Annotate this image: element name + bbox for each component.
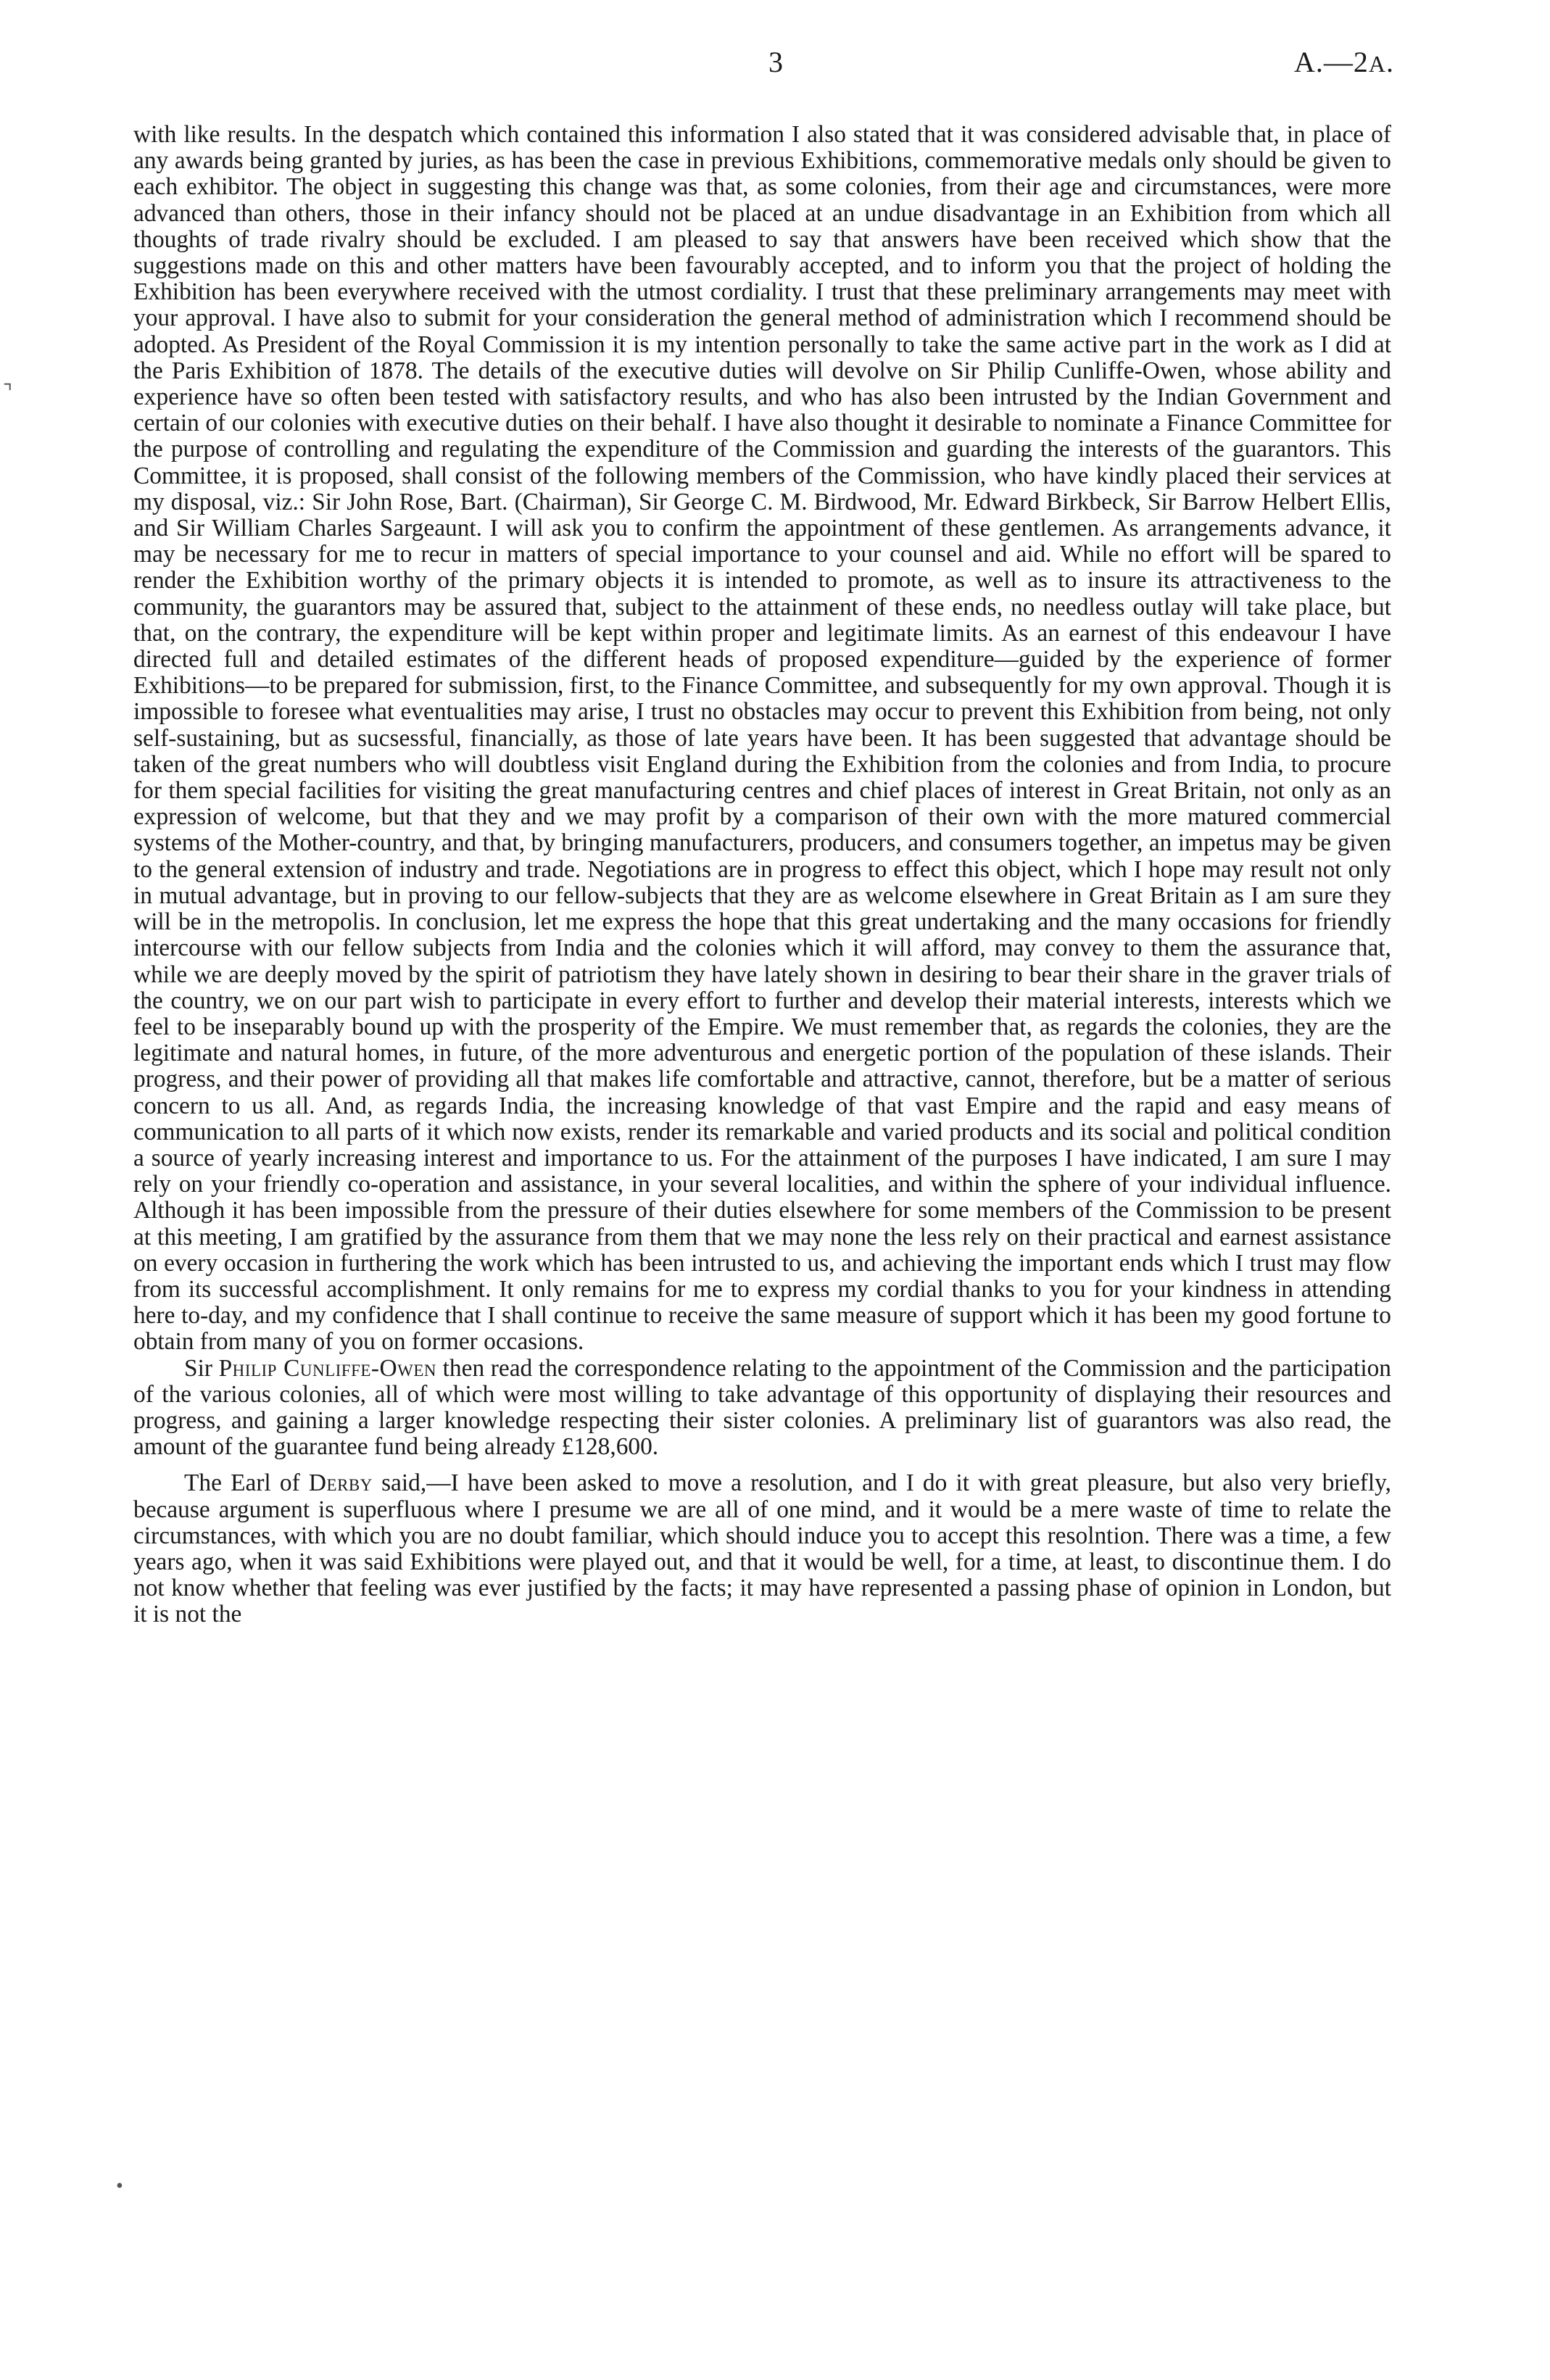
page-reference-main: A.—2 xyxy=(1294,46,1369,78)
paragraph-body: said,—I have been asked to move a resolution, and I do it with great pleasure, but also very briefly, because argument is superfluous where I presume we are all of one mind, and it would be a mere waste of time to relate the circumstances, with which you are no doubt familiar, which should induce you to accept this resolntion. There was a time, a few years ago, when it was said Exhibitions were played out, and that it would be well, for a time, at least, to discontinue them. I do not know whether that feeling was ever justified by the facts; it may have represented a passing phase of opinion in London, but it is not the xyxy=(133,1469,1391,1628)
margin-tick-mark: ⌝ xyxy=(3,381,13,404)
paragraph-cunliffe-owen xyxy=(133,1356,1391,1461)
speaker-name: Philip Cunliffe-Owen xyxy=(218,1354,437,1382)
paragraph-president-address: with like results. In the despatch which contained this information I also stated that it was considered advisable that, in place of any awards being granted by juries, as has been the case in previous Exhibitions, commemorative medals only should be given to each exhibitor. The object in suggesting this change was that, as some colonies, from their age and circumstances, were more advanced than others, those in their infancy should not be placed at an undue disadvantage in an Exhibition from which all thoughts of trade rivalry should be excluded. I am pleased to say that answers have been received which show that the suggestions made on this and other matters have been favourably accepted, and to inform you that the project of holding the Exhibition has been everywhere received with the utmost cordiality. I trust that these preliminary arrangements may meet with your approval. I have also to submit for your consideration the general method of administration which I recommend should be adopted. As President of the Royal Commission it is my intention personally to take the same active part in the work as I did at the Paris Exhibition of 1878. The details of the executive duties will devolve on Sir Philip Cunliffe-Owen, whose ability and experience have so often been tested with satisfactory results, and who has also been intrusted by the Indian Government and certain of our colonies with executive duties on their behalf. I have also thought it desirable to nominate a Finance Committee for the purpose of controlling and regulating the expenditure of the Commission and guarding the interests of the guarantors. This Committee, it is proposed, shall consist of the following members of the Commission, who have kindly placed their services at my disposal, viz.: Sir John Rose, Bart. (Chairman), Sir George C. M. Birdwood, Mr. Edward Birkbeck, Sir Barrow Helbert Ellis, and Sir William Charles Sargeaunt. I will ask you to confirm the appointment of these gentlemen. As arrangements advance, it may be necessary for me to recur in matters of special importance to your counsel and aid. While no effort will be spared to render the Exhibition worthy of the primary objects it is intended to promote, as well as to insure its attractiveness to the community, the guarantors may be assured that, subject to the attainment of these ends, no needless outlay will take place, but that, on the contrary, the expenditure will be kept within proper and legitimate limits. As an earnest of this endeavour I have directed full and detailed estimates of the different heads of proposed expenditure—guided by the experience of former Exhibitions—to be prepared for submission, first, to the Finance Committee, and subsequently for my own approval. Though it is impossible to foresee what eventualities may arise, I trust no obstacles may occur to prevent this Exhibition from being, not only self-sustaining, but as sucsessful, financially, as those of late years have been. It has been suggested that advantage should be taken of the great numbers who will doubtless visit England during the Exhibition from the colonies and from India, to procure for them special facilities for visiting the great manufacturing centres and chief places of interest in Great Britain, not only as an expression of welcome, but that they and we may profit by a comparison of their own with the more matured commercial systems of the Mother-country, and that, by bringing manufacturers, producers, and consumers together, an impetus may be given to the general extension of industry and trade. Negotiations are in progress to effect this object, which I hope may result not only in mutual advantage, but in proving to our fellow-subjects that they are as welcome elsewhere in Great Britain as I am sure they will be in the metropolis. In conclusion, let me express the hope that this great undertaking and the many occasions for friendly intercourse with our fellow subjects from India and the colonies which it will afford, may convey to them the assurance that, while we are deeply moved by the spirit of patriotism they have lately shown in desiring to bear their share in the graver trials of the country, we on our part wish to participate in every effort to further and develop their material interests, interests which we feel to be inseparably bound up with the prosperity of the Empire. We must remember that, as regards the colonies, they are the legitimate and natural homes, in future, of the more adventurous and energetic portion of the population of these islands. Their progress, and their power of providing all that makes life comfortable and attractive, cannot, therefore, but be a matter of serious concern to us all. And, as regards India, the increasing knowledge of that vast Empire and the rapid and easy means of communication to all parts of it which now exists, render its remarkable and varied products and its social and political condition a source of yearly increasing interest and importance to us. For the attainment of the purposes I have indicated, I am sure I may rely on your friendly co-operation and assistance, in your several localities, and within the sphere of your individual influence. Although it has been impossible from the pressure of their duties elsewhere for some members of the Commission to be present at this meeting, I am gratified by the assurance from them that we may none the less rely on their practical and earnest assistance on every occasion in furthering the work which has been intrusted to us, and achieving the important ends which I trust may flow from its successful accomplishment. It only remains for me to express my cordial thanks to you for your kindness in attending here to-day, and my confidence that I shall continue to receive the same measure of support which it has been my good fortune to obtain from many of you on former occasions. xyxy=(133,121,1391,1356)
speaker-name: Derby xyxy=(308,1469,373,1497)
page-reference xyxy=(1294,45,1394,79)
margin-dot-mark: • xyxy=(116,2175,123,2197)
paragraph-earl-of-derby xyxy=(133,1470,1391,1628)
paragraph-lead: Sir xyxy=(184,1354,219,1382)
paragraph-lead: The Earl of xyxy=(184,1469,309,1497)
page-number: 3 xyxy=(768,46,783,78)
page-header xyxy=(0,45,1550,88)
paragraph-body: then read the correspondence relating to the appointment of the Commission and the participation of the various colonies, all of which were most willing to take advantage of this opportunity of displaying their resources and progress, and gaining a larger knowledge respecting their sister colonies. A preliminary list of guarantors was also read, the amount of the guarantee fund being already £128,600. xyxy=(133,1354,1391,1461)
body-text xyxy=(133,122,1391,1628)
page-reference-end: . xyxy=(1386,46,1394,78)
page-reference-suffix: A xyxy=(1368,51,1386,77)
